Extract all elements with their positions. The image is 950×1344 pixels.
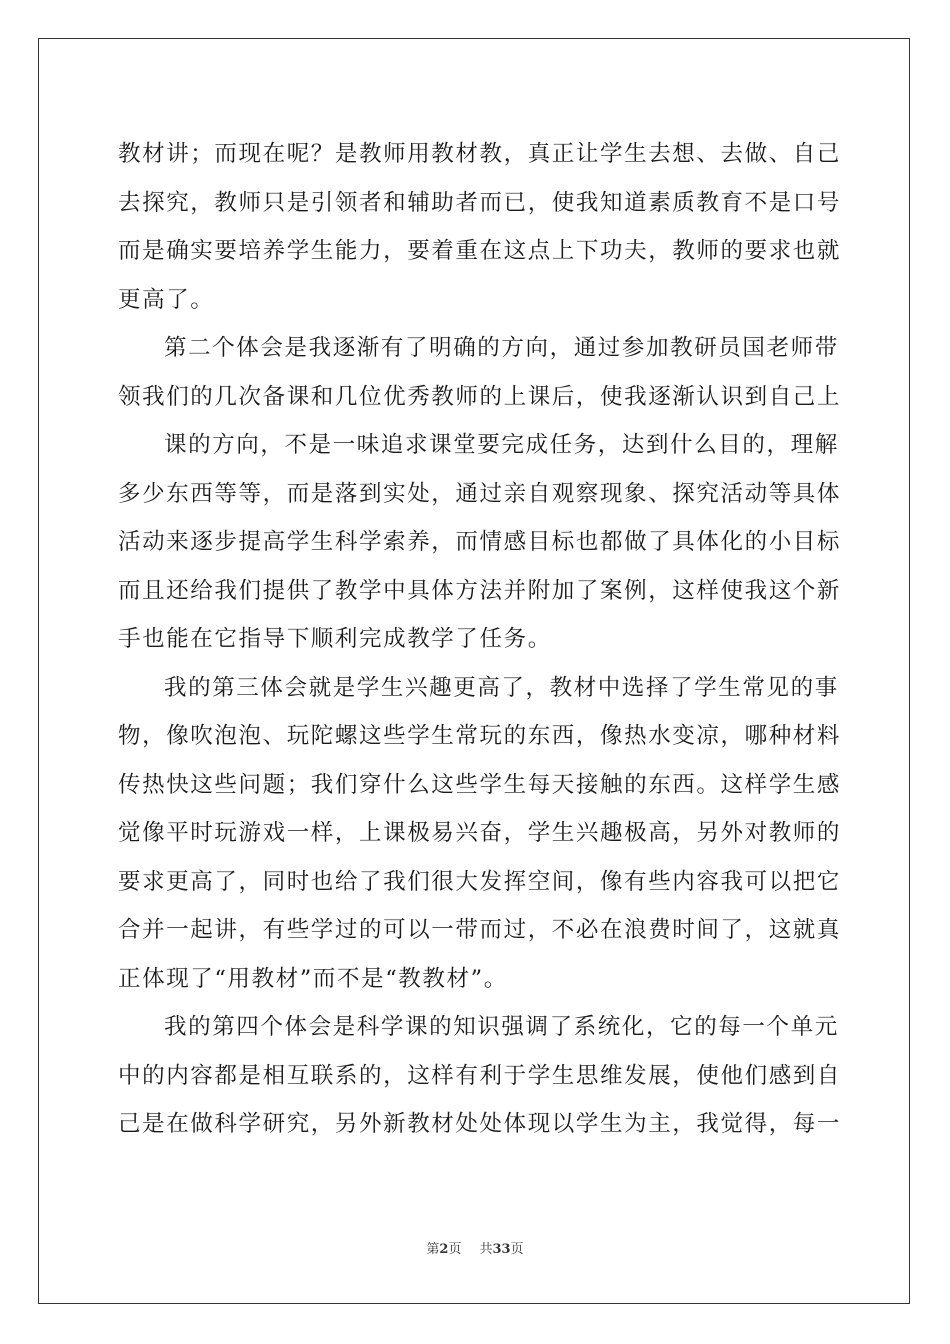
- page-footer: [0, 1238, 950, 1257]
- text-line: 要求更高了，同时也给了我们很大发挥空间，像有些内容我可以把它: [118, 868, 842, 895]
- footer-total-suffix: 页: [510, 1242, 524, 1257]
- text-line: 第二个体会是我逐渐有了明确的方向，通过参加教研员国老师带: [164, 335, 839, 361]
- text-line: 觉像平时玩游戏一样，上课极易兴奋，学生兴趣极高，另外对教师的: [118, 820, 842, 846]
- text-line: 多少东西等等，而是落到实处，通过亲自观察现象、探究活动等具体: [118, 480, 842, 507]
- footer-page-number: 2: [439, 1242, 449, 1257]
- text-line: 活动来逐步提高学生科学索养，而情感目标也都做了具体化的小目标: [118, 529, 842, 555]
- text-line: 教材讲；而现在呢？是教师用教材教，真正让学生去想、去做、自己: [118, 141, 842, 167]
- text-line: 更高了。: [118, 286, 215, 313]
- text-line: 而是确实要培养学生能力，要着重在这点上下功夫，教师的要求也就: [118, 238, 842, 264]
- text-line: 己是在做科学研究，另外新教材处处体现以学生为主，我觉得，每一: [118, 1111, 842, 1137]
- footer-total-pages: 33: [492, 1242, 511, 1257]
- document-body: [118, 130, 842, 1149]
- text-line: 正体现了“用教材”而不是“教教材”。: [118, 965, 508, 992]
- text-line: 传热快这些问题；我们穿什么这些学生每天接触的东西。这样学生感: [118, 771, 842, 798]
- text-line: 物，像吹泡泡、玩陀螺这些学生常玩的东西，像热水变凉，哪种材料: [118, 723, 842, 749]
- footer-page-prefix: 第: [426, 1242, 440, 1257]
- text-line: 而且还给我们提供了教学中具体方法并附加了案例，这样使我这个新: [118, 577, 842, 604]
- text-line: 我的第四个体会是科学课的知识强调了系统化，它的每一个单元: [164, 1014, 839, 1040]
- footer-total-prefix: 共: [479, 1242, 493, 1257]
- text-line: 领我们的几次备课和几位优秀教师的上课后，使我逐渐认识到自己上: [118, 383, 842, 410]
- text-line: 去探究，教师只是引领者和辅助者而已，使我知道素质教育不是口号: [118, 189, 842, 216]
- text-line: 中的内容都是相互联系的，这样有利于学生思维发展，使他们感到自: [118, 1062, 842, 1089]
- footer-page-suffix: 页: [448, 1242, 462, 1257]
- text-line: 合并一起讲，有些学过的可以一带而过，不必在浪费时间了，这就真: [118, 917, 842, 943]
- text-line: 课的方向，不是一味追求课堂要完成任务，达到什么目的，理解: [164, 432, 839, 458]
- text-line: 我的第三体会就是学生兴趣更高了，教材中选择了学生常见的事: [164, 674, 839, 701]
- text-line: 手也能在它指导下顺利完成教学了任务。: [118, 626, 552, 652]
